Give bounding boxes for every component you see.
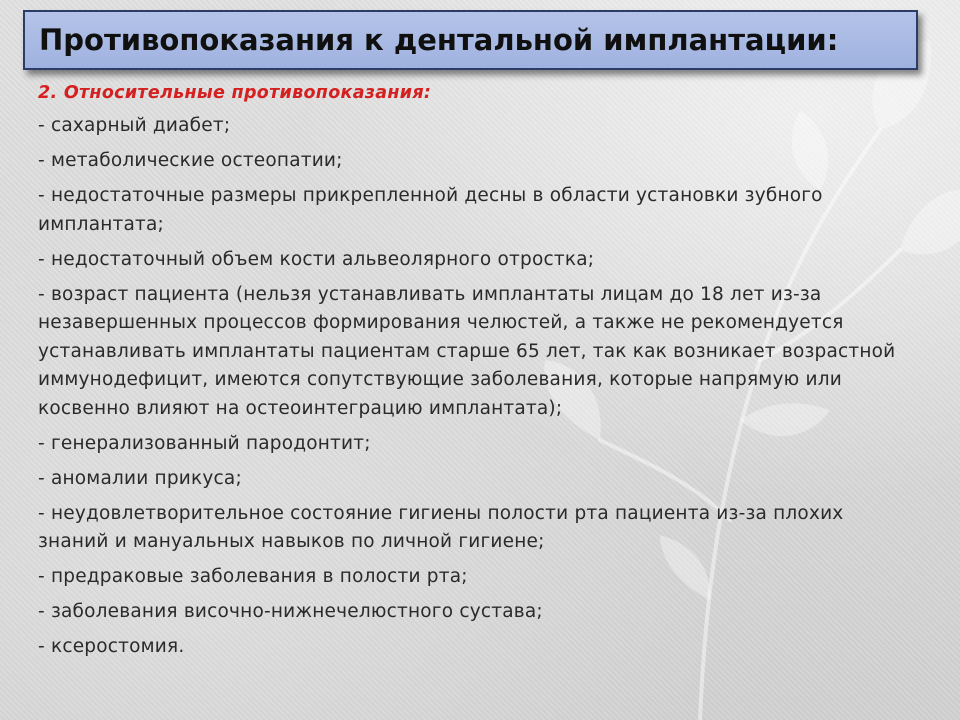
list-item: - недостаточный объем кости альвеолярного отростка; xyxy=(38,248,595,270)
list-item: - возраст пациента (нельзя устанавливать имплантаты лицам до 18 лет из-за незавершенных процессов формирования челюстей, а также не рекомендуется устанавливать имплантаты пациентам старше 65 лет, так как возникает возрастной иммунодефицит, имеются сопутствующие заболевания, которые напрямую или косвенно влияют на остеоинтеграцию имплантата); xyxy=(38,283,896,419)
list-item: - предраковые заболевания в полости рта; xyxy=(38,566,468,587)
list-item: - аномалии прикуса; xyxy=(38,467,242,489)
section-subheading: 2. Относительные противопоказания: xyxy=(38,83,432,103)
page-title: Противопоказания к дентальной имплантации: xyxy=(39,23,839,57)
list-item: - метаболические остеопатии; xyxy=(38,150,343,171)
list-item: - сахарный диабет; xyxy=(38,115,231,136)
list-item: - генерализованный пародонтит; xyxy=(38,432,371,454)
contraindications-list xyxy=(38,112,918,662)
title-banner xyxy=(23,10,918,70)
list-item: - ксеростомия. xyxy=(38,636,185,657)
list-item: - недостаточные размеры прикрепленной десны в области установки зубного имплантата; xyxy=(38,185,823,235)
list-item: - заболевания височно-нижнечелюстного сустава; xyxy=(38,601,543,622)
list-item: - неудовлетворительное состояние гигиены полости рта пациента из-за плохих знаний и мануальных навыков по личной гигиене; xyxy=(38,502,844,552)
content-area xyxy=(38,80,918,668)
